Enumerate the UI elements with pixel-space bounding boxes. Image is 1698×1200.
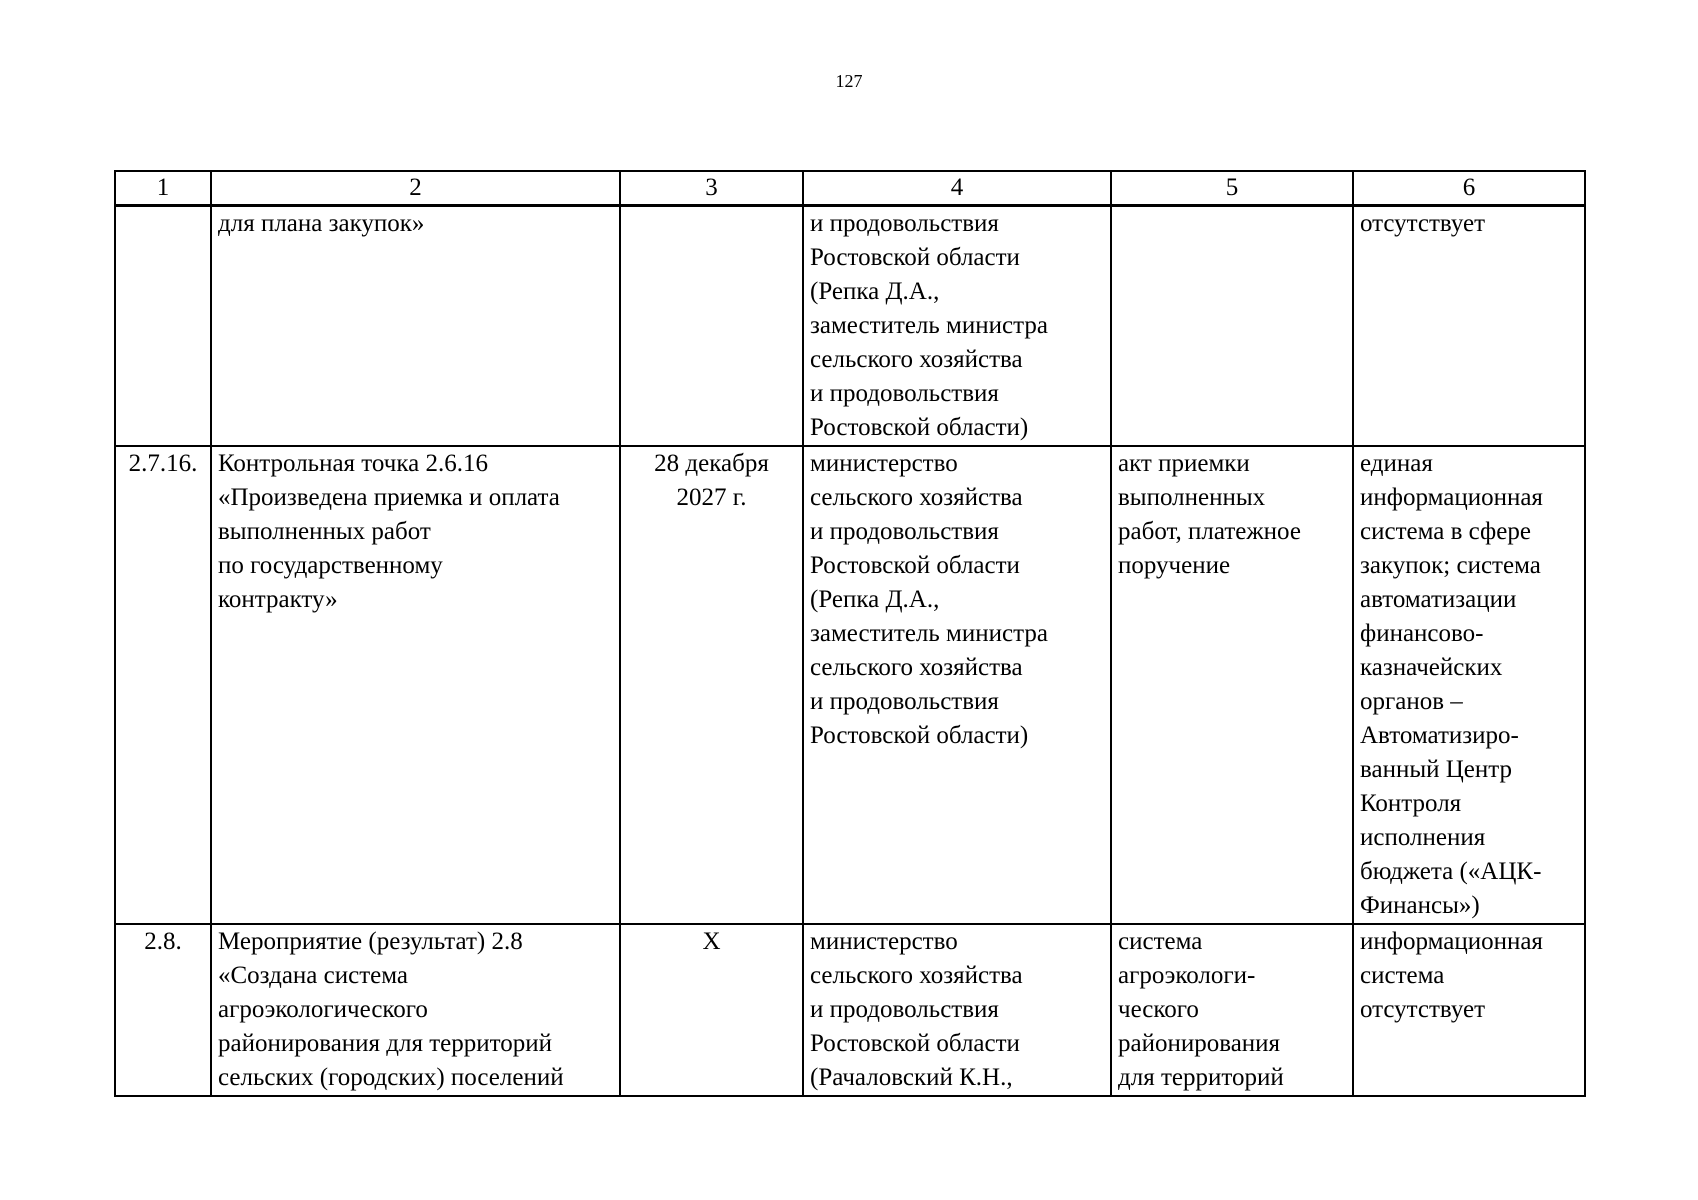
column-header: 5 — [1111, 171, 1353, 206]
info-system-cell: отсутствует — [1353, 206, 1585, 447]
table-row — [115, 206, 1585, 447]
document-cell: система агроэкологи- ческого районирования для территорий — [1111, 924, 1353, 1096]
document-cell: акт приемки выполненных работ, платежное поручение — [1111, 446, 1353, 924]
page-number: 127 — [835, 71, 863, 91]
info-system-cell: единая информационная система в сфере закупок; система автоматизации финансово- казначейских органов – Автоматизиро- ванный Центр Контроля исполнения бюджета («АЦК- Финансы») — [1353, 446, 1585, 924]
column-header: 1 — [115, 171, 211, 206]
header-row — [115, 171, 1585, 206]
row-number-cell — [115, 206, 211, 447]
column-header: 4 — [803, 171, 1111, 206]
item-name-cell: для плана закупок» — [211, 206, 620, 447]
item-name-cell: Мероприятие (результат) 2.8 «Создана система агроэкологического районирования для территорий сельских (городских) поселений — [211, 924, 620, 1096]
row-number-cell: 2.8. — [115, 924, 211, 1096]
document-cell — [1111, 206, 1353, 447]
info-system-cell: информационная система отсутствует — [1353, 924, 1585, 1096]
deadline-cell: 28 декабря 2027 г. — [620, 446, 803, 924]
row-number-cell: 2.7.16. — [115, 446, 211, 924]
table-row — [115, 924, 1585, 1096]
responsible-cell: и продовольствия Ростовской области (Репка Д.А., заместитель министра сельского хозяйства и продовольствия Ростовской области) — [803, 206, 1111, 447]
table-row — [115, 446, 1585, 924]
responsible-cell: министерство сельского хозяйства и продовольствия Ростовской области (Рачаловский К.Н., — [803, 924, 1111, 1096]
deadline-cell: Х — [620, 924, 803, 1096]
responsible-cell: министерство сельского хозяйства и продовольствия Ростовской области (Репка Д.А., заместитель министра сельского хозяйства и продовольствия Ростовской области) — [803, 446, 1111, 924]
column-header: 3 — [620, 171, 803, 206]
item-name-cell: Контрольная точка 2.6.16 «Произведена приемка и оплата выполненных работ по государственному контракту» — [211, 446, 620, 924]
deadline-cell — [620, 206, 803, 447]
column-header: 2 — [211, 171, 620, 206]
document-table — [114, 170, 1586, 1097]
column-header: 6 — [1353, 171, 1585, 206]
